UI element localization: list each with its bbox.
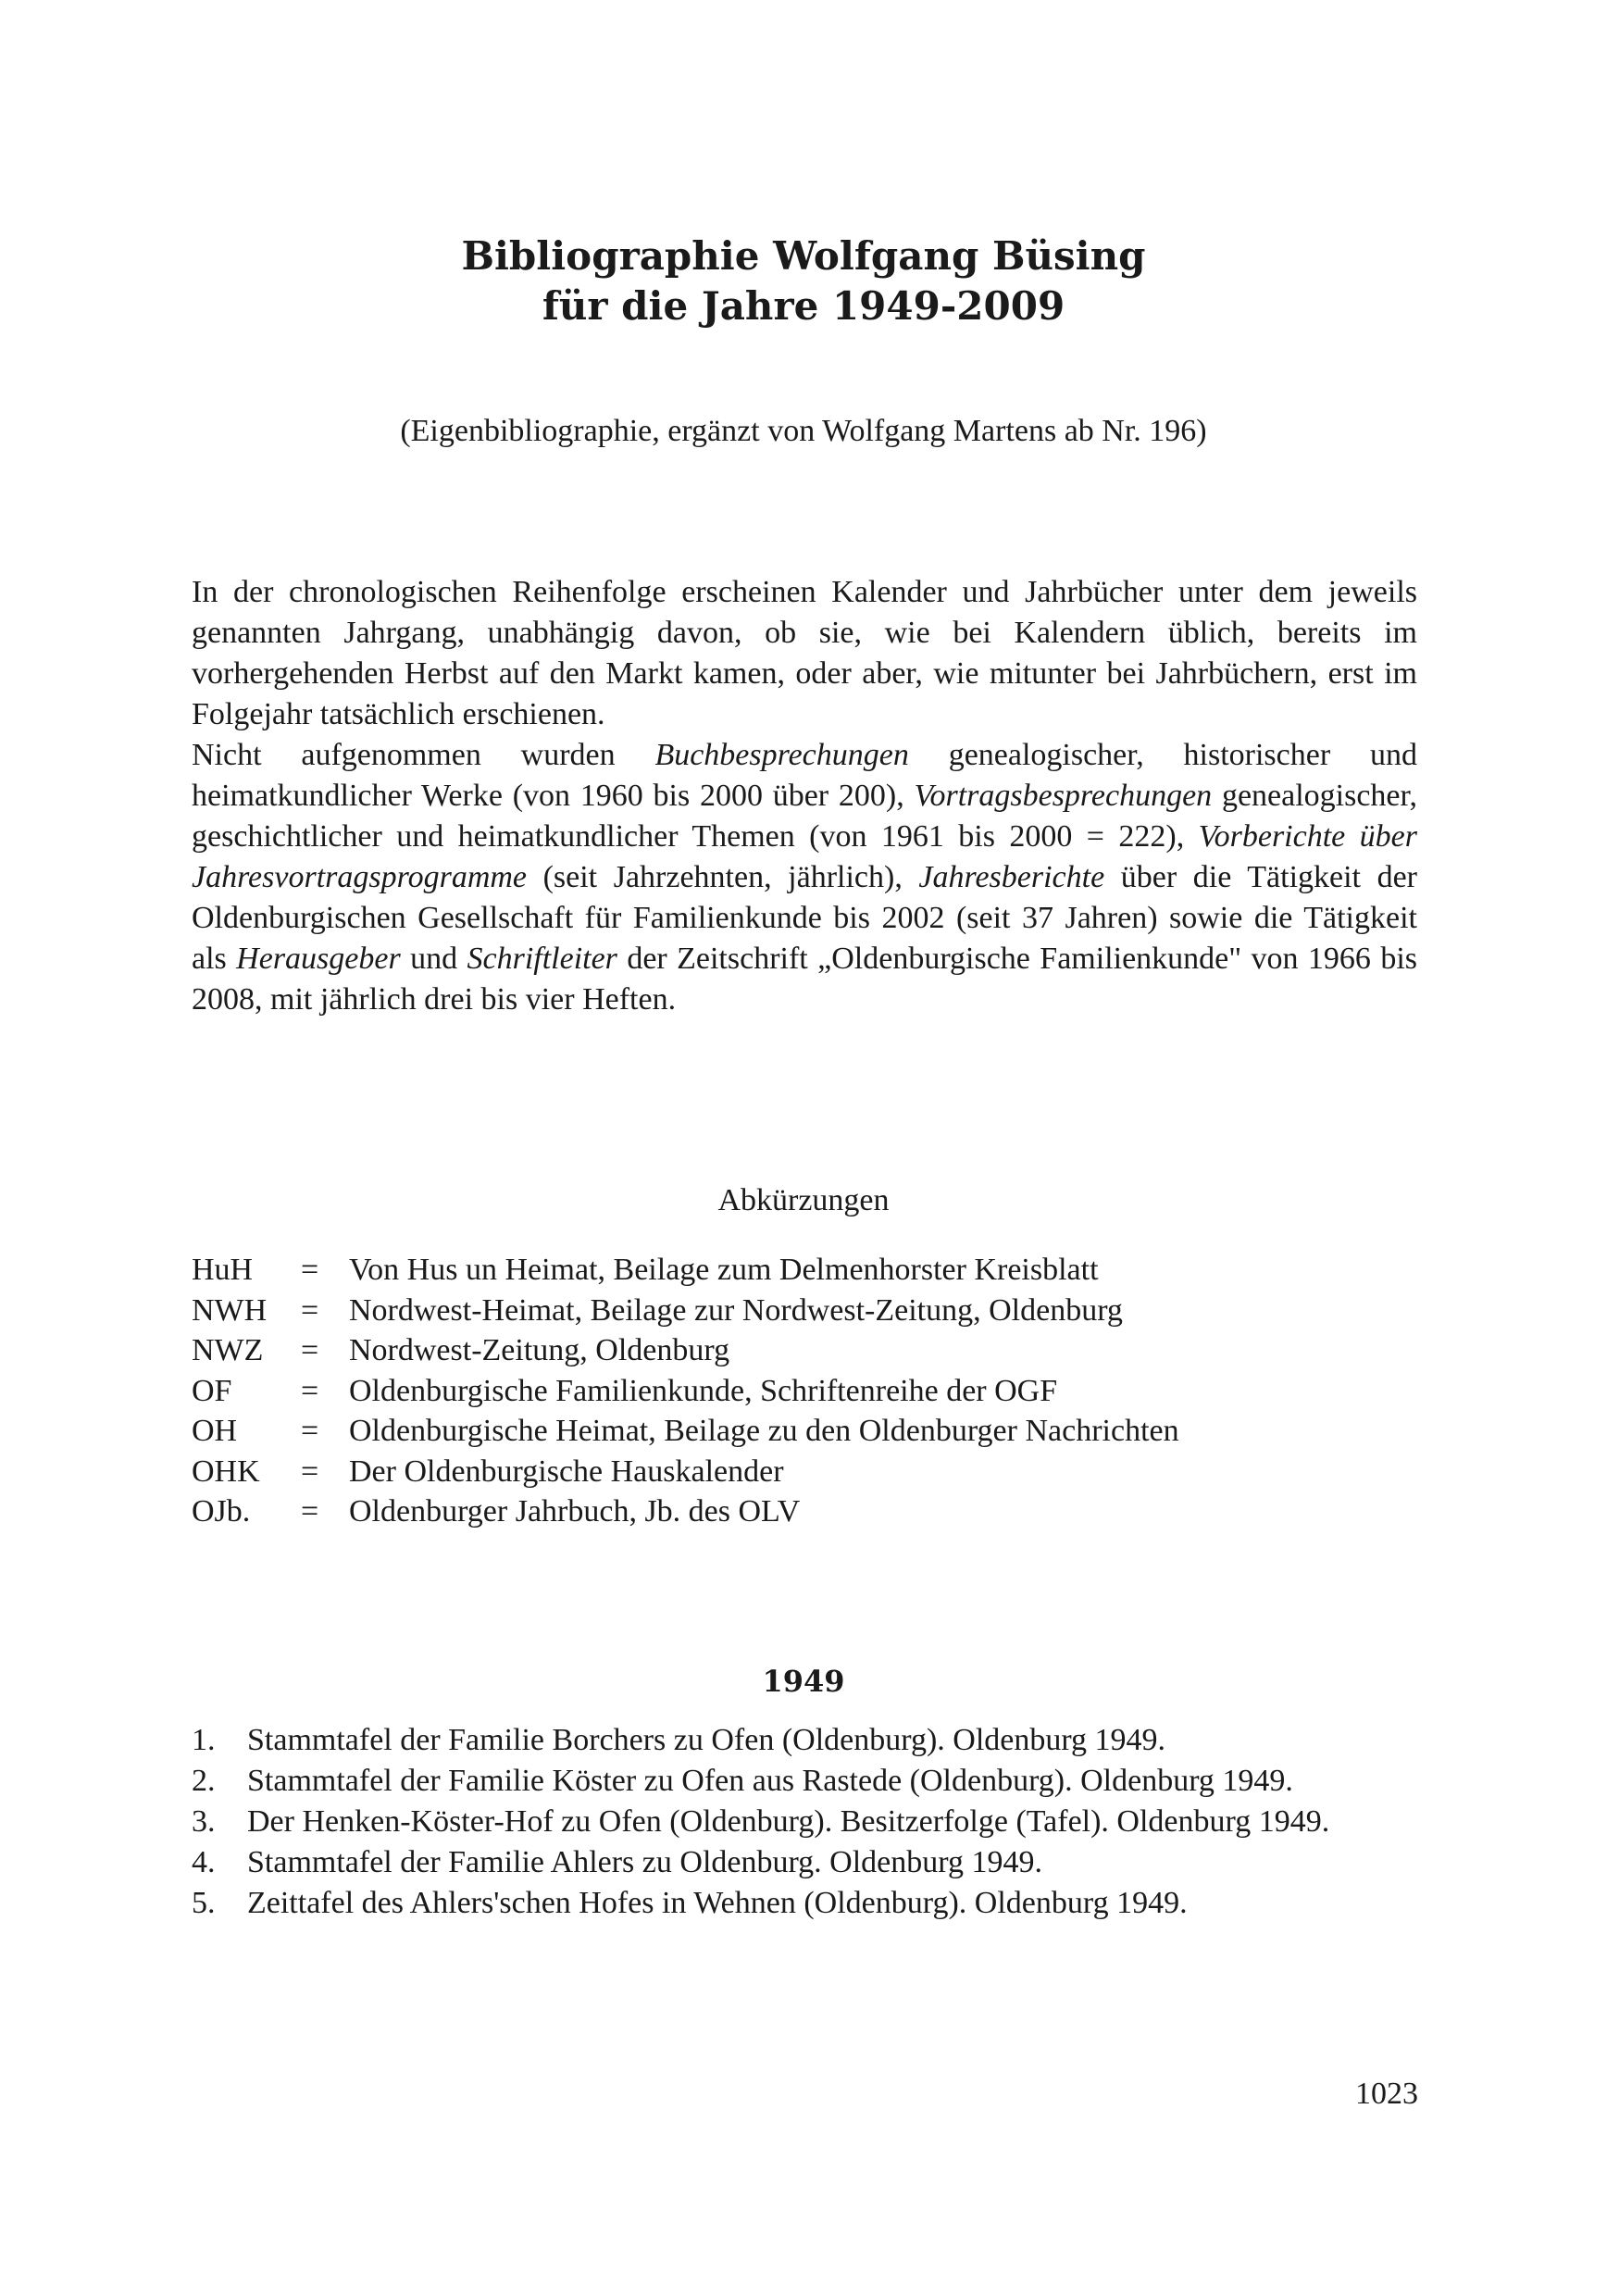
intro-paragraph-1: In der chronologischen Reihenfolge erscheinen Kalender und Jahrbücher unter dem jeweils genannten Jahrgang, unabhängig davon, ob sie, wie bei Kalendern üblich, bereits im vorhergehenden Herbst auf den Markt kamen, oder aber, wie mitunter bei Jahrbüchern, erst im Folgejahr tatsächlich erschienen. <box>192 575 1417 731</box>
bibliography-entry <box>192 1720 1423 1761</box>
abbreviation-code: OJb. <box>192 1494 251 1529</box>
abbreviation-equals: = <box>301 1292 319 1328</box>
abbreviation-description: Nordwest-Heimat, Beilage zur Nordwest-Zeitung, Oldenburg <box>349 1292 1123 1328</box>
year-heading: 1949 <box>762 1664 845 1699</box>
intro-paragraph-2 <box>192 735 1417 1020</box>
intro-p2-text-4: (seit Jahrzehnten, jährlich), <box>527 860 919 894</box>
abbreviation-code: OHK <box>192 1454 260 1489</box>
entry-number: 5. <box>192 1886 216 1920</box>
abbreviation-row <box>192 1250 1417 1291</box>
intro-p2-text-3: genealogischer, geschichtlicher und heimatkundlicher Themen (von 1961 bis 2000 = 222), <box>192 779 1417 854</box>
abbreviation-row <box>192 1330 1417 1371</box>
abbreviation-equals: = <box>301 1454 319 1489</box>
entry-text: Der Henken-Köster-Hof zu Ofen (Oldenburg). Besitzerfolge (Tafel). Oldenburg 1949. <box>247 1804 1330 1839</box>
document-title-line-1: Bibliographie Wolfgang Büsing <box>461 233 1146 279</box>
abbreviations-heading: Abkürzungen <box>717 1183 890 1217</box>
abbreviation-equals: = <box>301 1253 319 1287</box>
document-subtitle: (Eigenbibliographie, ergänzt von Wolfgang Martens ab Nr. 196) <box>400 414 1207 448</box>
intro-p2-italic-1: Buchbesprechungen <box>654 738 909 772</box>
intro-p2-text-7: der Zeitschrift „Oldenburgische Familienkunde" von 1966 bis 2008, mit jährlich drei bis vier Heften. <box>192 942 1417 1017</box>
intro-p2-text-1: Nicht aufgenommen wurden <box>192 738 655 772</box>
intro-p2-italic-3: Vorberichte über Jahresvortragsprogramme <box>192 819 1417 894</box>
abbreviation-row <box>192 1491 1417 1532</box>
bibliography-entry <box>192 1802 1423 1842</box>
bibliography-entry <box>192 1761 1423 1802</box>
intro-p2-text-6: und <box>400 942 467 976</box>
intro-p2-italic-5: Herausgeber <box>236 942 401 976</box>
abbreviations-list <box>192 1250 1417 1532</box>
intro-p2-text-2: genealogischer, historischer und heimatkundlicher Werke (von 1960 bis 2000 über 200), <box>192 738 1417 813</box>
abbreviation-description: Oldenburgische Heimat, Beilage zu den Oldenburger Nachrichten <box>349 1414 1179 1448</box>
abbreviation-code: OF <box>192 1373 232 1408</box>
abbreviation-description: Oldenburgische Familienkunde, Schriftenreihe der OGF <box>349 1373 1058 1408</box>
intro-text <box>192 572 1417 1020</box>
page-number: 1023 <box>1355 2077 1418 2111</box>
entry-number: 2. <box>192 1764 216 1798</box>
abbreviation-row <box>192 1452 1417 1492</box>
entry-text: Stammtafel der Familie Köster zu Ofen aus Rastede (Oldenburg). Oldenburg 1949. <box>247 1764 1293 1798</box>
bibliography-entry <box>192 1883 1423 1924</box>
abbreviation-equals: = <box>301 1333 319 1367</box>
abbreviation-description: Oldenburger Jahrbuch, Jb. des OLV <box>349 1494 801 1529</box>
intro-p2-text-5: über die Tätigkeit der Oldenburgischen Gesellschaft für Familienkunde bis 2002 (seit 37 Jahren) sowie die Tätigkeit als <box>192 860 1417 976</box>
abbreviation-equals: = <box>301 1494 319 1529</box>
bibliography-entries <box>192 1720 1423 1924</box>
intro-p2-italic-6: Schriftleiter <box>467 942 617 976</box>
entry-text: Stammtafel der Familie Borchers zu Ofen (Oldenburg). Oldenburg 1949. <box>247 1723 1166 1757</box>
abbreviation-code: NWH <box>192 1292 268 1328</box>
abbreviation-description: Von Hus un Heimat, Beilage zum Delmenhorster Kreisblatt <box>349 1253 1099 1287</box>
abbreviation-equals: = <box>301 1414 319 1448</box>
abbreviation-code: HuH <box>192 1253 254 1287</box>
abbreviation-row <box>192 1291 1417 1331</box>
intro-p2-italic-2: Vortragsbesprechungen <box>914 779 1213 813</box>
entry-text: Zeittafel des Ahlers'schen Hofes in Wehnen (Oldenburg). Oldenburg 1949. <box>247 1886 1188 1920</box>
abbreviation-row <box>192 1371 1417 1412</box>
entry-number: 1. <box>192 1723 216 1757</box>
intro-p2-italic-4: Jahresberichte <box>918 860 1105 894</box>
abbreviation-description: Der Oldenburgische Hauskalender <box>349 1454 784 1489</box>
abbreviation-equals: = <box>301 1373 319 1408</box>
entry-number: 4. <box>192 1845 216 1879</box>
entry-text: Stammtafel der Familie Ahlers zu Oldenburg. Oldenburg 1949. <box>247 1845 1042 1879</box>
document-title-line-2: für die Jahre 1949-2009 <box>542 283 1065 329</box>
bibliography-entry <box>192 1842 1423 1883</box>
entry-number: 3. <box>192 1804 216 1839</box>
abbreviation-code: NWZ <box>192 1333 264 1367</box>
abbreviation-description: Nordwest-Zeitung, Oldenburg <box>349 1333 730 1367</box>
abbreviation-code: OH <box>192 1414 238 1448</box>
abbreviation-row <box>192 1411 1417 1452</box>
